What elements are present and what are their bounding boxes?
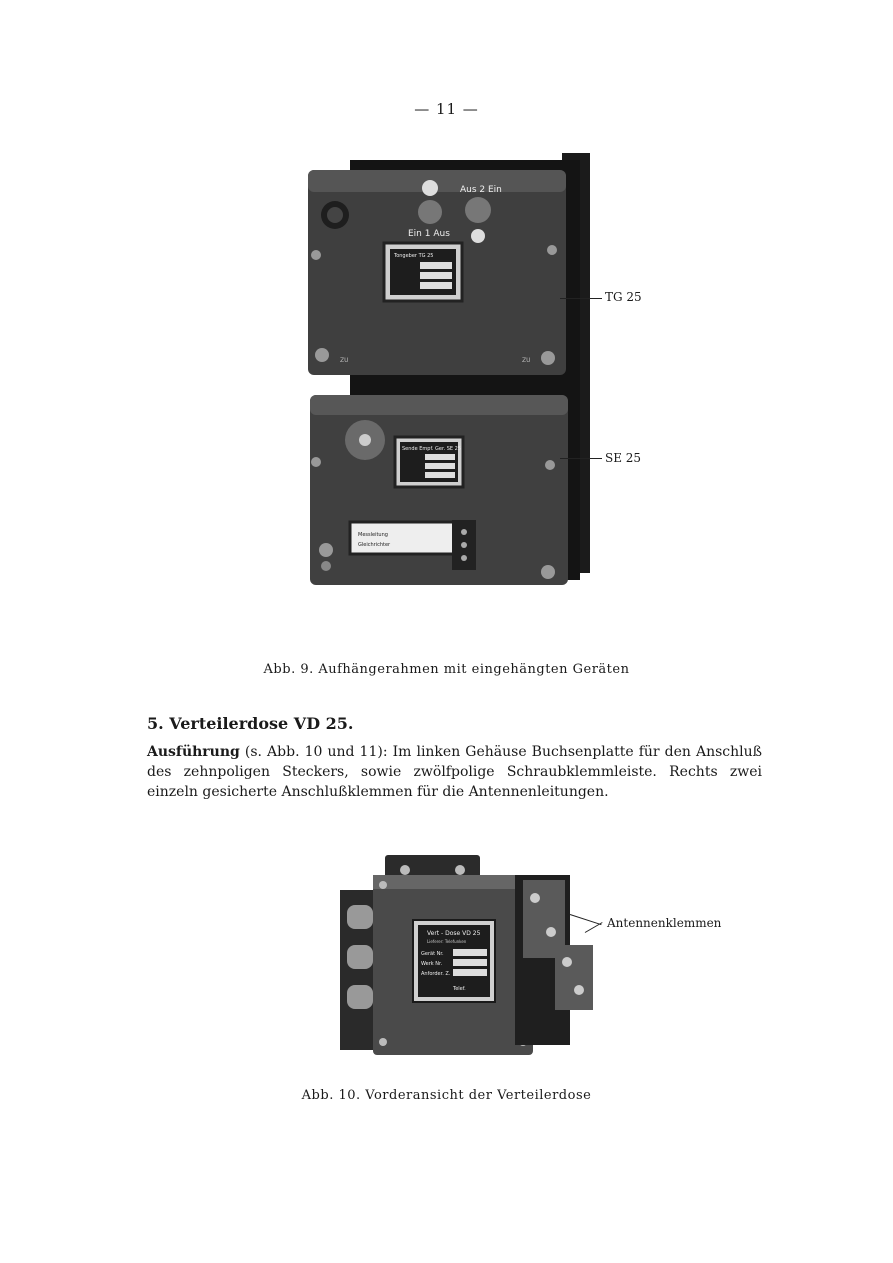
page-number: — 11 — bbox=[414, 100, 479, 118]
paragraph-lead: Ausführung bbox=[147, 744, 240, 760]
vd-plate-row-3: Anforder. Z. bbox=[421, 971, 451, 977]
vd-plate-row-1: Gerät Nr. bbox=[421, 951, 444, 957]
vd-plate-sub: Lieferer: Telefunken bbox=[427, 939, 467, 944]
section-paragraph bbox=[147, 742, 762, 802]
figure-10-caption: Abb. 10. Vorderansicht der Verteilerdose bbox=[301, 1088, 592, 1103]
warning-plate-line-1: Messleitung bbox=[358, 532, 388, 538]
corner-mark-left: ZU bbox=[340, 357, 349, 364]
se-plate-title: Sende Empf. Ger. SE 25 bbox=[402, 446, 462, 452]
vd-plate-footer: Telef. bbox=[453, 986, 466, 992]
figure-9-caption: Abb. 9. Aufhängerahmen mit eingehängten Geräten bbox=[263, 662, 630, 677]
label-se25: SE 25 bbox=[605, 451, 642, 465]
vd-plate-title: Vert - Dose VD 25 bbox=[427, 930, 481, 937]
vd-plate-row-2: Werk Nr. bbox=[421, 961, 443, 967]
corner-mark-right: ZU bbox=[522, 357, 531, 364]
tg-leader-line bbox=[560, 298, 602, 299]
tg-plate-title: Tongeber TG 25 bbox=[394, 253, 434, 259]
label-tg25: TG 25 bbox=[605, 290, 642, 304]
switch-label-right: Aus 2 Ein bbox=[460, 185, 502, 195]
paragraph-body: (s. Abb. 10 und 11): Im linken Gehäuse Buchsenplatte für den Anschluß des zehnpoligen Steckers, sowie zwölfpolige Schraubklemmleiste. Rechts zwei einzeln gesicherte Anschlußklemmen für die Antennenleitungen. bbox=[147, 744, 762, 800]
warning-plate-line-2: Gleichrichter bbox=[358, 542, 391, 548]
switch-label-left: Ein 1 Aus bbox=[408, 229, 450, 239]
section-heading: 5. Verteilerdose VD 25. bbox=[147, 714, 354, 733]
se-leader-line bbox=[560, 458, 602, 459]
figure-distribution-box-photo bbox=[335, 850, 605, 1060]
figure-mounting-frame-photo bbox=[300, 150, 600, 600]
label-antennenklemmen: Antennenklemmen bbox=[607, 916, 722, 930]
